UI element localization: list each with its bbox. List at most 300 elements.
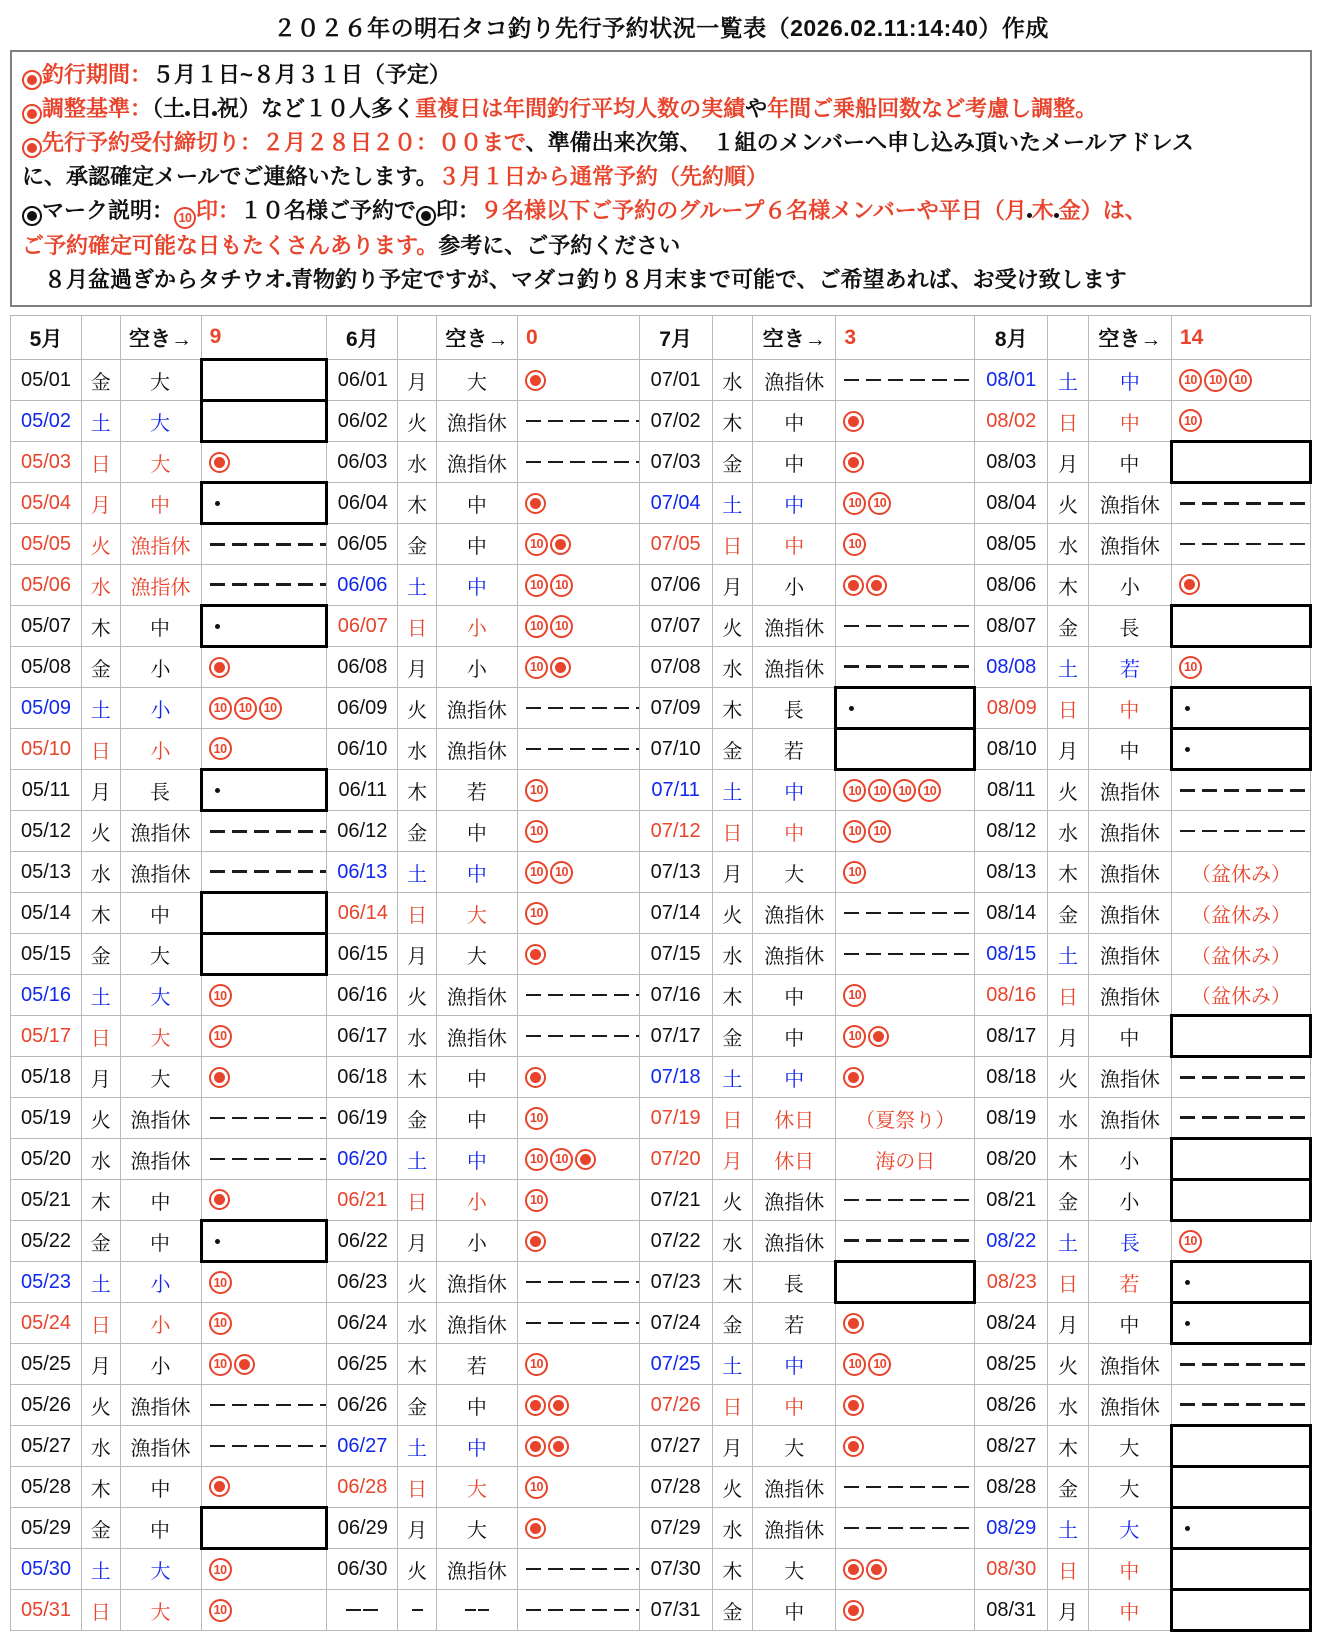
weekday-cell: 木 (81, 1180, 120, 1221)
tide-cell: 中 (1088, 1590, 1171, 1631)
tide-cell: 中 (753, 1385, 836, 1426)
dash-icon (1268, 1076, 1283, 1079)
dash-icon (548, 461, 563, 464)
mark-circle-core (214, 1481, 225, 1492)
tide-cell: 漁指休 (436, 442, 517, 483)
slots-label: 空き→ (120, 316, 201, 360)
dash-icon (614, 461, 629, 464)
date-cell: 07/02 (639, 401, 712, 442)
status-marks (202, 1476, 327, 1497)
notice-segment: 重複日は年間釣行平均人数の実績 (415, 96, 746, 121)
date-cell: 06/25 (327, 1344, 398, 1385)
date-cell: 06/08 (327, 647, 398, 688)
dash-icon (1202, 830, 1217, 833)
dash-icon (888, 1486, 903, 1489)
mark-circle-core (214, 1072, 225, 1083)
tide-cell: 漁指休 (436, 729, 517, 770)
tide-cell: 大 (436, 1467, 517, 1508)
weekday-cell: 木 (1048, 1426, 1089, 1467)
mark-circle-core (873, 1031, 884, 1042)
mark-circle-core (421, 211, 431, 221)
date-cell: 08/13 (975, 852, 1048, 893)
tide-cell: 若 (1088, 647, 1171, 688)
weekday-cell: 日 (398, 893, 437, 934)
tide-cell: 大 (753, 1426, 836, 1467)
status-cell (1171, 1508, 1310, 1549)
date-cell: 05/11 (11, 770, 82, 811)
mark-10-icon: 10 (209, 1312, 232, 1335)
notice-segment: 先行予約受付締切り：２月２８日２０：００まで (22, 130, 526, 155)
date-cell: 05/23 (11, 1262, 82, 1303)
notice-segment: ８月盆過ぎからタチウオ 青物釣り予定ですが、マダコ釣り８月末まで可能で、ご希望あれば、お受け致します (22, 267, 1127, 292)
table-row (11, 1385, 1311, 1426)
date-cell: 08/10 (975, 729, 1048, 770)
dash-icon (1290, 502, 1305, 505)
tide-cell: 中 (753, 1016, 836, 1057)
mark-circle-icon (209, 1067, 230, 1088)
date-cell: 05/02 (11, 401, 82, 442)
dash-icon (888, 1199, 903, 1202)
status-note: （盆休み） (1190, 945, 1291, 968)
status-cell (201, 1303, 327, 1344)
weekday-cell: 月 (1048, 1303, 1089, 1344)
tide-cell: 中 (753, 975, 836, 1016)
date-cell: 06/01 (327, 360, 398, 401)
dash-icon (844, 665, 859, 668)
dash-icon (1268, 789, 1283, 792)
dash-icon (548, 1035, 563, 1038)
status-marks (518, 1189, 639, 1212)
status-marks (518, 820, 639, 843)
dash-icon (478, 1609, 489, 1612)
status-cell (836, 1016, 975, 1057)
dash-icon (1268, 543, 1283, 546)
mark-10-icon: 10 (893, 779, 916, 802)
mark-circle-core (848, 1400, 859, 1411)
tide-cell: 中 (120, 1508, 201, 1549)
mark-10-icon: 10 (234, 697, 257, 720)
status-cell (836, 811, 975, 852)
status-cell (517, 1098, 639, 1139)
dash-icon (346, 1609, 361, 1612)
status-cell (836, 565, 975, 606)
date-cell: 07/07 (639, 606, 712, 647)
tide-cell: 中 (120, 606, 201, 647)
dash-icon (1224, 502, 1239, 505)
dash-icon (548, 994, 563, 997)
dash-icon (363, 1609, 378, 1612)
dash-icon (932, 1527, 947, 1530)
status-closed-dashes (202, 1158, 327, 1161)
dot-icon (1185, 747, 1190, 752)
status-closed-dashes (1172, 1363, 1310, 1366)
status-cell (1171, 1385, 1310, 1426)
tide-cell: 中 (120, 483, 201, 524)
weekday-cell: 月 (1048, 1016, 1089, 1057)
status-cell (1171, 688, 1310, 729)
date-cell: 07/21 (639, 1180, 712, 1221)
tide-cell: 中 (436, 483, 517, 524)
tide-cell: 小 (1088, 565, 1171, 606)
dash-icon (526, 1035, 541, 1038)
weekday-cell: 水 (398, 1016, 437, 1057)
date-cell: 08/08 (975, 647, 1048, 688)
weekday-cell: 木 (81, 606, 120, 647)
slots-count: 14 (1171, 316, 1310, 360)
weekday-cell: 日 (81, 1016, 120, 1057)
status-closed-dashes (836, 1239, 974, 1242)
dash-icon (888, 665, 903, 668)
status-cell (517, 1467, 639, 1508)
dash-icon (232, 543, 247, 546)
status-marks (202, 697, 327, 720)
dash-icon (465, 1609, 476, 1612)
status-cell (201, 401, 327, 442)
weekday-cell: 月 (712, 565, 753, 606)
weekday-cell: 金 (1048, 1180, 1089, 1221)
status-closed-dashes (1172, 502, 1310, 505)
mark-circle-icon (550, 657, 571, 678)
status-cell (836, 770, 975, 811)
status-note: 海の日 (875, 1150, 936, 1173)
weekday-cell: 火 (81, 524, 120, 565)
dash-icon (844, 625, 859, 628)
dash-icon (276, 830, 291, 833)
date-cell: 07/30 (639, 1549, 712, 1590)
dash-icon (298, 830, 313, 833)
mark-circle-core (27, 75, 37, 85)
weekday-cell: 土 (1048, 934, 1089, 975)
mark-10-icon: 10 (843, 861, 866, 884)
dash-icon (276, 1404, 291, 1407)
table-row (11, 811, 1311, 852)
mark-circle-core (871, 1564, 882, 1575)
mark-10-icon: 10 (209, 1271, 232, 1294)
dot-icon (185, 111, 190, 116)
status-cell (1171, 852, 1310, 893)
date-cell: 05/07 (11, 606, 82, 647)
dash-icon (614, 1322, 629, 1325)
weekday-cell: 土 (712, 770, 753, 811)
slots-count: 3 (836, 316, 975, 360)
tide-cell: 漁指休 (120, 1385, 201, 1426)
dash-icon (1202, 1363, 1217, 1366)
status-marks (836, 1025, 974, 1048)
dash-icon (1180, 830, 1195, 833)
date-cell: 08/29 (975, 1508, 1048, 1549)
status-cell (1171, 442, 1310, 483)
notice-segment: ご予約確定可能な日もたくさんあります。 (22, 233, 439, 258)
status-dot (203, 624, 326, 629)
status-closed-dashes (202, 1404, 327, 1407)
date-cell: 05/03 (11, 442, 82, 483)
table-row (11, 524, 1311, 565)
dash-icon (526, 748, 541, 751)
date-cell: 07/04 (639, 483, 712, 524)
dash-icon (1268, 830, 1283, 833)
status-cell (836, 606, 975, 647)
weekday-cell: 水 (398, 729, 437, 770)
table-row (11, 483, 1311, 524)
status-cell (836, 1057, 975, 1098)
weekday-cell: 日 (1048, 401, 1089, 442)
mark-10-icon: 10 (550, 615, 573, 638)
date-cell: 05/05 (11, 524, 82, 565)
status-cell (836, 934, 975, 975)
status-cell (201, 1262, 327, 1303)
mark-circle-core (871, 580, 882, 591)
date-cell: 08/28 (975, 1467, 1048, 1508)
dash-icon (548, 1322, 563, 1325)
mark-circle-icon (416, 206, 436, 226)
status-cell (1171, 1098, 1310, 1139)
date-cell: 07/03 (639, 442, 712, 483)
date-cell: 06/21 (327, 1180, 398, 1221)
status-cell (517, 1590, 639, 1631)
dash-icon (954, 1527, 969, 1530)
status-cell (517, 360, 639, 401)
status-cell (201, 1139, 327, 1180)
status-closed-dashes (836, 625, 974, 628)
date-cell: 06/02 (327, 401, 398, 442)
tide-cell: 大 (436, 1508, 517, 1549)
date-cell: 08/05 (975, 524, 1048, 565)
tide-cell: 若 (436, 770, 517, 811)
tide-cell: 大 (753, 852, 836, 893)
date-cell: 08/26 (975, 1385, 1048, 1426)
weekday-cell: 火 (398, 688, 437, 729)
weekday-cell: 水 (81, 852, 120, 893)
date-cell: 08/14 (975, 893, 1048, 934)
weekday-cell: 金 (81, 1508, 120, 1549)
mark-circle-core (530, 375, 541, 386)
tide-cell: 漁指休 (120, 852, 201, 893)
weekday-cell: 木 (712, 1262, 753, 1303)
table-row (11, 1057, 1311, 1098)
dash-icon (910, 379, 925, 382)
date-cell: 05/27 (11, 1426, 82, 1467)
dash-icon (570, 994, 585, 997)
weekday-cell: 水 (81, 1426, 120, 1467)
mark-circle-icon (843, 1436, 864, 1457)
weekday-cell: 木 (1048, 852, 1089, 893)
dash-icon (298, 583, 313, 586)
table-row (11, 1098, 1311, 1139)
status-marks (518, 1436, 639, 1457)
status-cell (1171, 1590, 1310, 1631)
notice-line (22, 92, 1300, 126)
dash-icon (1290, 830, 1305, 833)
notice-segment: １０名様ご予約で 印： (240, 198, 480, 223)
date-cell: 06/27 (327, 1426, 398, 1467)
date-cell: 07/15 (639, 934, 712, 975)
date-cell: 05/09 (11, 688, 82, 729)
tide-cell: 漁指休 (1088, 1098, 1171, 1139)
dot-icon (286, 282, 291, 287)
date-cell: 08/07 (975, 606, 1048, 647)
weekday-cell: 月 (1048, 1590, 1089, 1631)
mark-circle-core (553, 1400, 564, 1411)
date-cell: 08/03 (975, 442, 1048, 483)
weekday-cell: 月 (398, 1221, 437, 1262)
date-cell: 08/11 (975, 770, 1048, 811)
tide-cell: 中 (436, 1385, 517, 1426)
dash-icon (592, 994, 607, 997)
tide-cell: 漁指休 (1088, 483, 1171, 524)
status-cell (1171, 565, 1310, 606)
status-marks (836, 575, 974, 596)
dash-icon (866, 912, 881, 915)
table-row (11, 1303, 1311, 1344)
dash-icon (614, 420, 629, 423)
notice-box (10, 50, 1312, 307)
status-closed-dashes (518, 1035, 639, 1038)
date-cell: 06/16 (327, 975, 398, 1016)
date-cell: 07/26 (639, 1385, 712, 1426)
dash-icon (614, 1568, 629, 1571)
status-closed-dashes (1172, 830, 1310, 833)
mark-circle-icon (209, 657, 230, 678)
notice-segment: 、準備出来次第、 １組のメンバーへ申し込み頂いたメールアドレス (525, 130, 1194, 155)
mark-circle-icon (843, 1395, 864, 1416)
weekday-cell: 水 (712, 1221, 753, 1262)
status-cell (201, 1098, 327, 1139)
status-cell (517, 1344, 639, 1385)
status-cell (517, 1549, 639, 1590)
mark-circle-icon (843, 411, 864, 432)
status-closed-dashes (836, 912, 974, 915)
mark-10-icon: 10 (1179, 1230, 1202, 1253)
table-row (11, 360, 1311, 401)
mark-circle-icon (843, 1600, 864, 1621)
weekday-cell: 木 (712, 688, 753, 729)
date-cell: 05/28 (11, 1467, 82, 1508)
dot-icon (1185, 1526, 1190, 1531)
mark-10-icon: 10 (209, 1353, 232, 1376)
dash-icon (932, 665, 947, 668)
dash-icon (1224, 543, 1239, 546)
dash-icon (954, 1486, 969, 1489)
dash-icon (954, 953, 969, 956)
mark-circle-icon (866, 1559, 887, 1580)
tide-cell: 中 (436, 524, 517, 565)
status-cell (836, 442, 975, 483)
tide-cell: 漁指休 (436, 975, 517, 1016)
table-row (11, 1016, 1311, 1057)
dash-icon (932, 912, 947, 915)
weekday-cell: 木 (81, 1467, 120, 1508)
dash-icon (592, 1281, 607, 1284)
status-marks (1172, 369, 1310, 392)
notice-segment: ３月１日から通常予約（先約順） (437, 164, 768, 189)
mark-circle-icon (209, 1476, 230, 1497)
tide-cell: 大 (120, 442, 201, 483)
status-cell (1171, 893, 1310, 934)
tide-cell: 長 (1088, 606, 1171, 647)
dash-icon (954, 1199, 969, 1202)
table-row (11, 565, 1311, 606)
dash-icon (1180, 789, 1195, 792)
date-cell: 08/17 (975, 1016, 1048, 1057)
month-header-spacer (81, 316, 120, 360)
dash-icon (1202, 1116, 1217, 1119)
status-cell (517, 811, 639, 852)
weekday-cell: 金 (1048, 893, 1089, 934)
status-cell (836, 1303, 975, 1344)
dash-icon (1180, 1403, 1195, 1406)
weekday-cell: 水 (1048, 811, 1089, 852)
month-header: 6月 (327, 316, 398, 360)
mark-10-icon: 10 (174, 207, 196, 229)
status-marks (1172, 1230, 1310, 1253)
status-cell (201, 934, 327, 975)
tide-cell: 中 (1088, 688, 1171, 729)
dash-icon (1268, 1403, 1283, 1406)
dash-icon (320, 583, 327, 586)
weekday-cell: 金 (81, 360, 120, 401)
mark-circle-icon (843, 1313, 864, 1334)
status-marks (202, 1312, 327, 1335)
tide-cell: 長 (753, 688, 836, 729)
notice-segment: 年間ご乗船回数など考慮し調整。 (767, 96, 1098, 121)
weekday-cell: 金 (712, 729, 753, 770)
weekday-cell: 土 (81, 975, 120, 1016)
notice-segment: ５月１日~８月３１日（予定） (152, 62, 451, 87)
dash-icon (1180, 1076, 1195, 1079)
status-marks (518, 370, 639, 391)
dash-icon (254, 1445, 269, 1448)
mark-10-icon: 10 (843, 492, 866, 515)
status-marks (836, 1313, 974, 1334)
date-cell: 05/26 (11, 1385, 82, 1426)
mark-circle-icon (843, 452, 864, 473)
status-cell (1171, 1221, 1310, 1262)
dash-icon (592, 420, 607, 423)
dash-icon (254, 1117, 269, 1120)
dash-icon (866, 1199, 881, 1202)
dash-icon (910, 1527, 925, 1530)
dash-icon (1180, 1363, 1195, 1366)
status-marks (518, 779, 639, 802)
tide-cell: 中 (1088, 1016, 1171, 1057)
status-closed-dashes (202, 830, 327, 833)
status-marks (518, 861, 639, 884)
mark-circle-icon (843, 1559, 864, 1580)
status-closed-dashes (518, 707, 639, 710)
weekday-cell: 土 (81, 688, 120, 729)
dash-icon (232, 583, 247, 586)
status-marks (836, 1395, 974, 1416)
status-cell (517, 852, 639, 893)
mark-10-icon: 10 (843, 820, 866, 843)
status-cell (1171, 975, 1310, 1016)
dash-icon (1202, 1403, 1217, 1406)
mark-circle-core (848, 1318, 859, 1329)
dash-icon (526, 707, 541, 710)
status-cell (517, 1221, 639, 1262)
status-marks (518, 1518, 639, 1539)
date-cell: 06/20 (327, 1139, 398, 1180)
date-cell: 06/04 (327, 483, 398, 524)
status-cell (1171, 1549, 1310, 1590)
date-cell: 08/19 (975, 1098, 1048, 1139)
dash-icon (526, 461, 541, 464)
weekday-cell: 月 (1048, 442, 1089, 483)
status-marks (518, 533, 639, 556)
date-cell: 06/29 (327, 1508, 398, 1549)
status-cell (517, 688, 639, 729)
mark-circle-core (555, 662, 566, 673)
